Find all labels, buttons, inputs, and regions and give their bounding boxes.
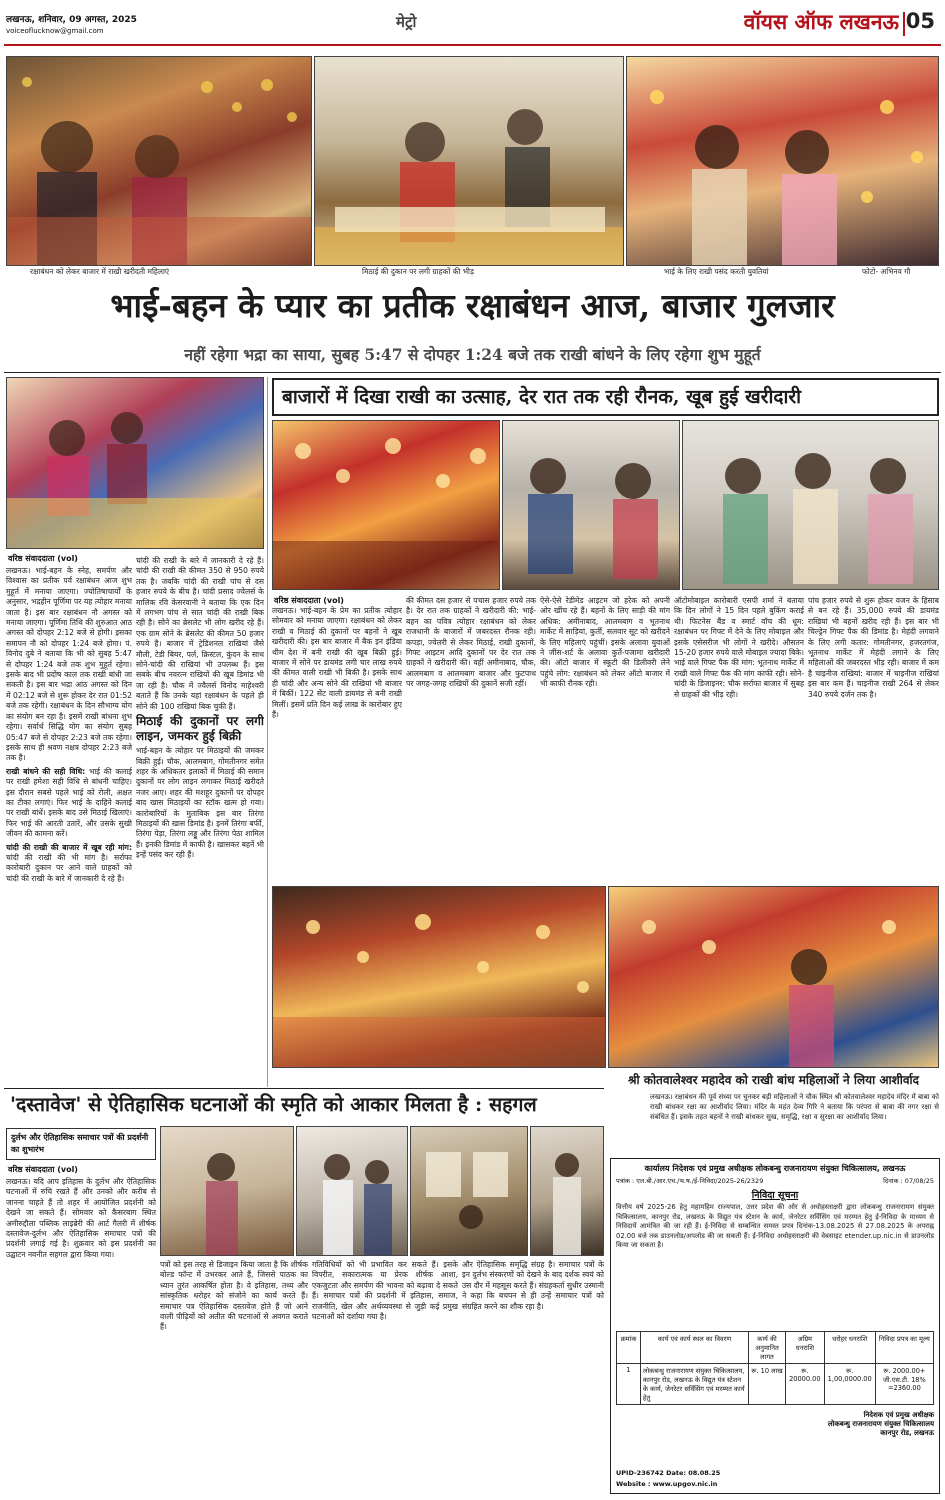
lead-col1-body: लखनऊ। भाई-बहन के स्नेह, समर्पण और विश्वास का प्रतीक पर्व रक्षाबंधन आज शुभ मुहूर्त में मनाया जाएगा। ज्योतिषाचार्यों के अनुसार, भद्रहीन पूर्णिमा पर यह त्योहार मनाया जाता है। इस बार रक्षाबंधन नौ अगस्त को मनाया जाएगा। पूर्णिमा तिथि की शुरुआत आठ अगस्त को दोपहर 2:12 बजे से होगी। इसका समापन नौ को दोपहर 1:24 बजे होगा। पं. विनोद दुबे ने बताया कि भी को सुबह 5:47 से दोपहर 1:24 बजे तक शुभ मुहूर्त रहेगा। इसके बाद भी प्रदोष काल तक राखी बांधी जा सकती है। इस बार भद्रा आठ अगस्त को दिन में 02:12 बजे से शुरू होकर देर रात 01:52 बजे तक रहेगी। रक्षाबंधन के दिन सौभाग्य योग का संयोग बन रहा है। इसमें राखी बांधना शुभ रहेगा। सर्वार्थ सिद्धि योग का संयोग सुबह 05:47 बजे से दोपहर 2:23 बजे तक रहेगा। इसके साथ ही श्रवण नक्षत्र दोपहर 2:23 बजे तक है। (6, 566, 132, 763)
markets-col3: ऐसे-ऐसे रेडीमेड आइटम जो हरेक को अपनी ओर खींच रहे हैं। बहनों के लिए साड़ी की मांग अधिक: अमीनाबाद, आलमबाग व भूतनाथ मार्केट में साड़ियां, कुर्ती, सलवार सूट को खरीदने के लिए महिलाएं पहुंचीं। इसके अलावा युवाओं ने जींस-शर्ट के अलावा कुर्ते-पजामा खरीदारी की। ऑटो बाजार में स्कूटी की डिलीवरी लेने पहुंचे लोग: रक्षाबंधन को लेकर ऑटो बाजार में भी काफी रौनक रही। (540, 596, 670, 689)
masthead-rule (4, 44, 941, 46)
page-divider (903, 12, 905, 36)
photo-market-2 (502, 420, 680, 590)
photo-exhibition-3-image (411, 1127, 528, 1256)
exhibition-rule-top (4, 1088, 604, 1089)
photo-exhibition-1-image (161, 1127, 294, 1256)
tender-td: लोकबन्धु राजनारायण संयुक्त चिकित्सालय, कानपुर रोड, लखनऊ के विद्युत यंत्र स्टेशन के कार्य, जेनरेटर सर्विसिंग एवं मरम्मत कार्य हेतु (641, 1364, 749, 1405)
photo-sweet-shop (314, 56, 624, 266)
temple-photo-text: लखनऊ। रक्षाबंधन की पूर्व संध्या पर चुनकर बड़ी महिलाओं ने चौक स्थित श्री कोतवालेश्वर महादेव मंदिर में बाबा को राखी बांधकर रक्षा का आशीर्वाद लिया। मंदिर के महंत देव्य गिरि ने बताया कि परंपरा से बाबा की नगर रक्षा से संबंधित हैं। इसके तहत बहनों ने राखी बांधकर सुख, समृद्धि, रक्षा व सुरक्षा का आशीर्वाद लिया। (650, 1093, 939, 1121)
photo-exhibition-1 (160, 1126, 294, 1256)
tender-date: दिनांक : 07/08/25 (883, 1177, 934, 1185)
photo-sweet-shop-image (315, 57, 624, 266)
tender-upid: UPID-236742 Date: 08.08.25 (616, 1469, 721, 1477)
lead-col1c-body: चांदी की राखी की भी मांग है। सर्राफा कारोबारी दुकान पर आने वाले ग्राहकों को चांदी की राखी के बारे में जानकारी दे रहे हैं। (6, 852, 132, 883)
masthead (0, 0, 945, 44)
photo-market-1-image (273, 421, 500, 590)
exhibition-col3: गतिविधियों को भी प्रभावित कर सकते हैं। इसके विपरीत, सकारात्मक या प्रेरक शीर्षक आशा, एकजुटता और समर्पण की भावना को बढ़ावा दे सकते हैं। समाचार पत्रों की प्रदर्शनी में इतिहास, समाज, राजनीति, खेल और अर्थव्यवस्था से जुड़ी कई प्रमुख घटनाओं को दर्शाया गया है। (312, 1260, 458, 1322)
lead-headline: भाई-बहन के प्यार का प्रतीक रक्षाबंधन आज, बाजार गुलजार (110, 286, 835, 325)
lead-col2-sub: मिठाई की दुकानों पर लगी लाइन, जमकर हुई बिक्री (136, 714, 264, 744)
lead-col1-sub: राखी बांधने की सही विधि: (6, 766, 86, 776)
exhibition-headline: 'दस्तावेज' से ऐतिहासिक घटनाओं की स्मृति को आकार मिलता है : सहगल (10, 1093, 537, 1116)
tender-td: रू. 10 लाख (749, 1364, 786, 1405)
lead-rule (4, 372, 941, 373)
photo-rakhi-stall-image (7, 378, 264, 549)
tender-td: रू. 1,00,0000.00 (824, 1364, 875, 1405)
exhibition-byline: वरिष्ठ संवाददाता (vol) (8, 1165, 78, 1174)
exhibition-col1: लखनऊ। यदि आप इतिहास के दुर्लभ और ऐतिहासिक घटनाओं में रुचि रखते हैं और उनको और करीब से जानना चाहते हैं तो शहर में आयोजित प्रदर्शनी को देखने जा सकते हैं। सोमवार को कैसरबाग स्थित अमीरुद्दौला पब्लिक लाइब्रेरी की आर्ट गैलरी में शीर्षक दस्तावेज-दुर्लभ और ऐतिहासिक समाचार पत्रों की प्रदर्शनी लगाई गई है। शुक्रवार को इस प्रदर्शनी का उद्घाटन नवनीत सहगल द्वारा किया गया। (6, 1177, 156, 1259)
tender-signatory: निदेशक एवं प्रमुख अधीक्षक (863, 1411, 934, 1419)
markets-byline: वरिष्ठ संवाददाता (vol) (274, 596, 344, 605)
tender-td: रू. 20000.00 (786, 1364, 825, 1405)
photo-market-1 (272, 420, 500, 590)
tender-table-header (617, 1332, 934, 1364)
photo-market-3-image (683, 421, 939, 590)
lead-col1b-body: भाई की कलाई पर राखी हमेशा सही विधि से बांधनी चाहिए। इस दौरान सबसे पहले भाई को रोली, अक्षत का टीका लगाएं। फिर भाई के दाहिने कलाई पर राखी बांधें। इसके बाद उसे मिठाई खिलाएं। फिर भाई की आरती उतारें, और उसके सुखी जीवन की कामना करें। (6, 766, 132, 839)
tender-th: क्रमांक (617, 1332, 641, 1364)
photo-market-2-image (503, 421, 680, 590)
markets-headline-box (272, 378, 939, 416)
photo-rakhi-shopping (6, 56, 312, 266)
caption-top-3: भाई के लिए राखी पसंद करती युवतियां (664, 267, 769, 276)
photo-exhibition-4 (530, 1126, 604, 1256)
tender-notice (610, 1158, 940, 1494)
photo-exhibition-2 (296, 1126, 408, 1256)
tender-body: वित्तीय वर्ष 2025-26 हेतु महामहिम राज्यपाल, उत्तर प्रदेश की ओर से अधोहस्ताक्षरी द्वारा लोकबन्धु राजनारायण संयुक्त चिकित्सालय, कानपुर रोड, लखनऊ के विद्युत यंत्र स्टेशन के कार्य, जेनरेटर सर्विसिंग एवं मरम्मत हेतु ई-निविदा के माध्यम से निविदायें आमंत्रित की जा रही हैं। ई-निविदा से सम्बन्धित समस्त प्रपत्र दिनांक-13.08.2025 से 27.08.2025 के अपराह्न 02.00 बजे तक डाउनलोड/अपलोड की जा सकती हैं। ई-निविदा अधोहस्ताक्षरी की वेबसाइट etender.up.nic.in से डाउनलोड किया जा सकता है। (616, 1203, 934, 1250)
email: voiceoflucknow@gmail.com (6, 27, 104, 35)
photo-rakhi-stall (6, 377, 264, 549)
exhibition-kicker-box (6, 1128, 156, 1160)
tender-table-row (617, 1364, 934, 1405)
photo-rakhi-shopping-image (7, 57, 312, 266)
dateline: लखनऊ, शनिवार, 09 अगस्त, 2025 (6, 15, 137, 25)
photo-exhibition-2-image (297, 1127, 408, 1256)
lead-col1-sub2: चांदी की राखी की बाजार में खूब रही मांग: (6, 842, 132, 852)
exhibition-kicker: दुर्लभ और ऐतिहासिक समाचार पत्रों की प्रदर्शनी का शुभारंभ (11, 1133, 149, 1154)
tender-th: निविदा प्रपत्र का मूल्य (875, 1332, 933, 1364)
page-number: 05 (905, 9, 935, 33)
tender-th: धरोहर धनराशि (824, 1332, 875, 1364)
markets-col4: ऑटोमोबाइल कारोबारी एसपी शर्मा ने बताया कि दिन लोगों ने 15 दिन पहले बुकिंग कराई थी। फिटनेस बैंड व स्मार्ट वॉच की धूम: रक्षाबंधन पर गिफ्ट में देने के लिए मोबाइल और इसके एसेसरीज भी लोगों ने खरीदे। औसतन 15-20 हजार रुपये वाले मोबाइल ज्यादा बिके। भाई वाले गिफ्ट पैक की मांग: भूतनाथ मार्केट में राखी वाले गिफ्ट पैक की मांग काफी रही। सोने-चांदी के डिजाइनर: चौक सर्राफा बाजार में सुबह से ग्राहकों की भीड़ रही। (674, 596, 804, 699)
tender-office: कार्यालय निदेशक एवं प्रमुख अधीक्षक लोकबन्धु राजनारायण संयुक्त चिकित्सालय, लखनऊ (644, 1164, 906, 1173)
tender-signature (616, 1411, 934, 1438)
photo-temple-rakhi-1-image (273, 887, 606, 1068)
lead-col2b-body: भाई-बहन के त्योहार पर मिठाइयों की जमकर बिक्री हुई। चौक, आलमबाग, गोमतीनगर समेत शहर के अधिकतर इलाकों में मिठाई की समान दुकानों पर लोग लाइन लगाकर मिठाई खरीदते नजर आए। शहर की मशहूर दुकानों पर दोपहर बाद खास मिठाइयों का स्टॉक खत्म हो गया। कारोबारियों के मुताबिक इस बार तिरंगा मिठाइयों की खास डिमांड है। इनमें तिरंगा बर्फी, तिरंगा पेड़ा, तिरंगा लड्डू और तिरंगा पेठा शामिल हैं। इनकी डिमांड में काफी है। खासकर बहनें भी इन्हें पसंद कर रही हैं। (136, 746, 264, 860)
section-name: मेट्रो (396, 13, 417, 31)
photo-girls-choosing-rakhi-image (627, 57, 939, 266)
paper-name: वॉयस ऑफ लखनऊ (743, 9, 899, 34)
caption-top-1: रक्षाबंधन को लेकर बाजार में राखी खरीदती महिलाएं (30, 267, 170, 276)
photo-exhibition-4-image (531, 1127, 604, 1256)
tender-ref: पत्रांक : एल.बी./आर.एच./भ.ष./ई-निविदा/2025-26/2329 (616, 1177, 764, 1185)
photo-market-3 (682, 420, 939, 590)
col-divider-left (267, 377, 268, 1087)
photo-exhibition-3 (410, 1126, 528, 1256)
tender-table (616, 1331, 934, 1405)
exhibition-col4: और ऐतिहासिक समृद्धि संग्रह है। समाचार पत्रों के इन दुर्लभ संस्करणों को देखने के बाद दर्शक स्वयं को उस दौर में महसूस करते हैं। संग्रहकर्ता सुधीर उस्मानी ने कहा कि बचपन से ही उन्हें समाचार पत्रों को संग्रहित करने का शौक रहा है। (462, 1260, 604, 1311)
exhibition-col2: पत्रों को इस तरह से डिजाइन किया जाता है कि शीर्षक बोल्ड फॉन्ट में उभरकर आते हैं, जिससे पाठक का ध्यान तुरंत आकर्षित होता है। वे इतिहास, तथ्य और सांस्कृतिक धरोहर को संजोने का कार्य करते हैं। समाचार पत्र ऐतिहासिक दस्तावेज होते हैं जो आने वाली पीढ़ियों को अतीत की घटनाओं से अवगत कराते हैं। (160, 1260, 308, 1332)
caption-top-2: मिठाई की दुकान पर लगी ग्राहकों की भीड़ (362, 267, 475, 276)
tender-title: निविदा सूचना (751, 1190, 799, 1201)
photo-girls-choosing-rakhi (626, 56, 939, 266)
tender-ref-row (616, 1176, 934, 1185)
photo-temple-rakhi-1 (272, 886, 606, 1068)
markets-col2: की कीमत दस हजार से पचास हजार रुपये तक है। देर रात तक ग्राहकों ने खरीदारी की: भाई-बहन का पवित्र त्योहार रक्षाबंधन को लेकर राजधानी के बाजारों में जबरदस्त रौनक रही। कपड़ा, ज्वेलरी से लेकर मिठाई, राखी दुकानों, गिफ्ट आइटम आदि दुकानों पर देर रात तक ग्राहकों ने खरीदारी की। वहीं अमीनाबाद, चौक, आलमबाग व आलमबाग बाजार और फुटपाथ पर जगह-जगह राखियों की दुकानें सजी रहीं। (406, 596, 536, 689)
tender-th: कार्य की अनुमानित लागत (749, 1332, 786, 1364)
temple-photo-caption: श्री कोतवालेश्वर महादेव को राखी बांध महिलाओं ने लिया आशीर्वाद (627, 1073, 920, 1087)
markets-col5: पांच हजार रुपये से शुरू होकर वजन के हिसाब से बन रहे हैं। 35,000 रुपये की डायमंड राखियां भी बहनों खरीद रही हैं। इस बार भी चिल्ड्रेन गिफ्ट पैक की डिमांड है। मेहंदी लगवाने के लिए लगी कतार: गोमतीनगर, हजरतगंज, भूतनाथ मार्केट में मेहंदी लगाने के लिए महिलाओं की जबरदस्त भीड़ रही। बाजार में कम है चाइनीज राखियां: बाजार में चाइनीज राखियां इस बार कम हैं। चाइनीज राखी 264 से लेकर 340 रुपये दर्जन तक है। (808, 596, 939, 699)
markets-col1: लखनऊ। भाई-बहन के प्रेम का प्रतीक त्योहार सोमवार को मनाया जाएगा। रक्षाबंधन को लेकर राखी व मिठाई की दुकानों पर बहनों ने खूब खरीदारी की। इस बार बाजार में बैक इन इंडिया थीम देश में बनी राखी की खूब बिक्री हुई। बाजार में सोने पर डायमंड लगी चार लाख रुपये की कीमत वाली राखी भी बिकी है। इसके साथ ही चांदी और अन्य सोने की राखियां भी बाजार में बिकीं। 122 सेंट वाली डायमंड से बनी राखी मिलीं। इसमें प्रति दिन कई लाख के कारोबार हुए हैं। (272, 606, 402, 720)
tender-signatory2: लोकबन्धु राजनारायण संयुक्त चिकित्सालय (827, 1420, 934, 1428)
lead-byline: वरिष्ठ संवाददाता (vol) (8, 554, 78, 563)
photo-temple-rakhi-2-image (609, 887, 939, 1068)
photo-temple-rakhi-2 (608, 886, 939, 1068)
tender-th: अग्रिम धनराशि (786, 1332, 825, 1364)
caption-photo-credit: फोटो- अभिनव गौ (862, 267, 911, 276)
tender-signatory3: कानपुर रोड, लखनऊ (880, 1429, 934, 1437)
tender-td: रू. 2000.00+ जी.एस.टी. 18% =2360.00 (875, 1364, 933, 1405)
lead-col2-body: चांदी की राखी के बारे में जानकारी दे रहे हैं। चांदी की राखी की कीमत 350 से 950 रुपये तक है। जबकि चांदी की राखी पांच से दस हजार रुपये के बीच है। चांदी प्रसाद ज्वेलर्स के मालिक रवि केसरवानी ने बताया कि एक दिन में लगभग पांच से सात चांदी की राखी बिक रही है। सोने का ब्रेसलेट भी लोग खरीद रहे हैं। एक ग्राम सोने के ब्रेसलेट की कीमत 50 हजार रुपये है। बाजार में ट्रेडिशनल राखियां जैसे मौली, टेडी बियर, पर्ल, क्रिस्टल, कुंदन के साथ सोने-चांदी की राखियां भी उपलब्ध हैं। इस सबके बीच नवरत्न राखियों की खूब डिमांड भी जा रही है। चौक में ज्वैलर्स विनोद माहेश्वरी बताते हैं कि उनके यहां रक्षाबंधन के पहले ही सोने की 100 राखियां बिक चुकी हैं। (136, 556, 264, 711)
tender-td: 1 (617, 1364, 641, 1405)
markets-headline: बाजारों में दिखा राखी का उत्साह, देर रात तक रही रौनक, खूब हुई खरीदारी (282, 386, 802, 408)
tender-th: कार्य एवं कार्य स्थल का विवरण (641, 1332, 749, 1364)
lead-subheadline: नहीं रहेगा भद्रा का साया, सुबह 5:47 से दोपहर 1:24 बजे तक राखी बांधने के लिए रहेगा शुभ मुहूर्त (184, 345, 761, 364)
tender-website: Website : www.upgov.nic.in (616, 1480, 718, 1488)
